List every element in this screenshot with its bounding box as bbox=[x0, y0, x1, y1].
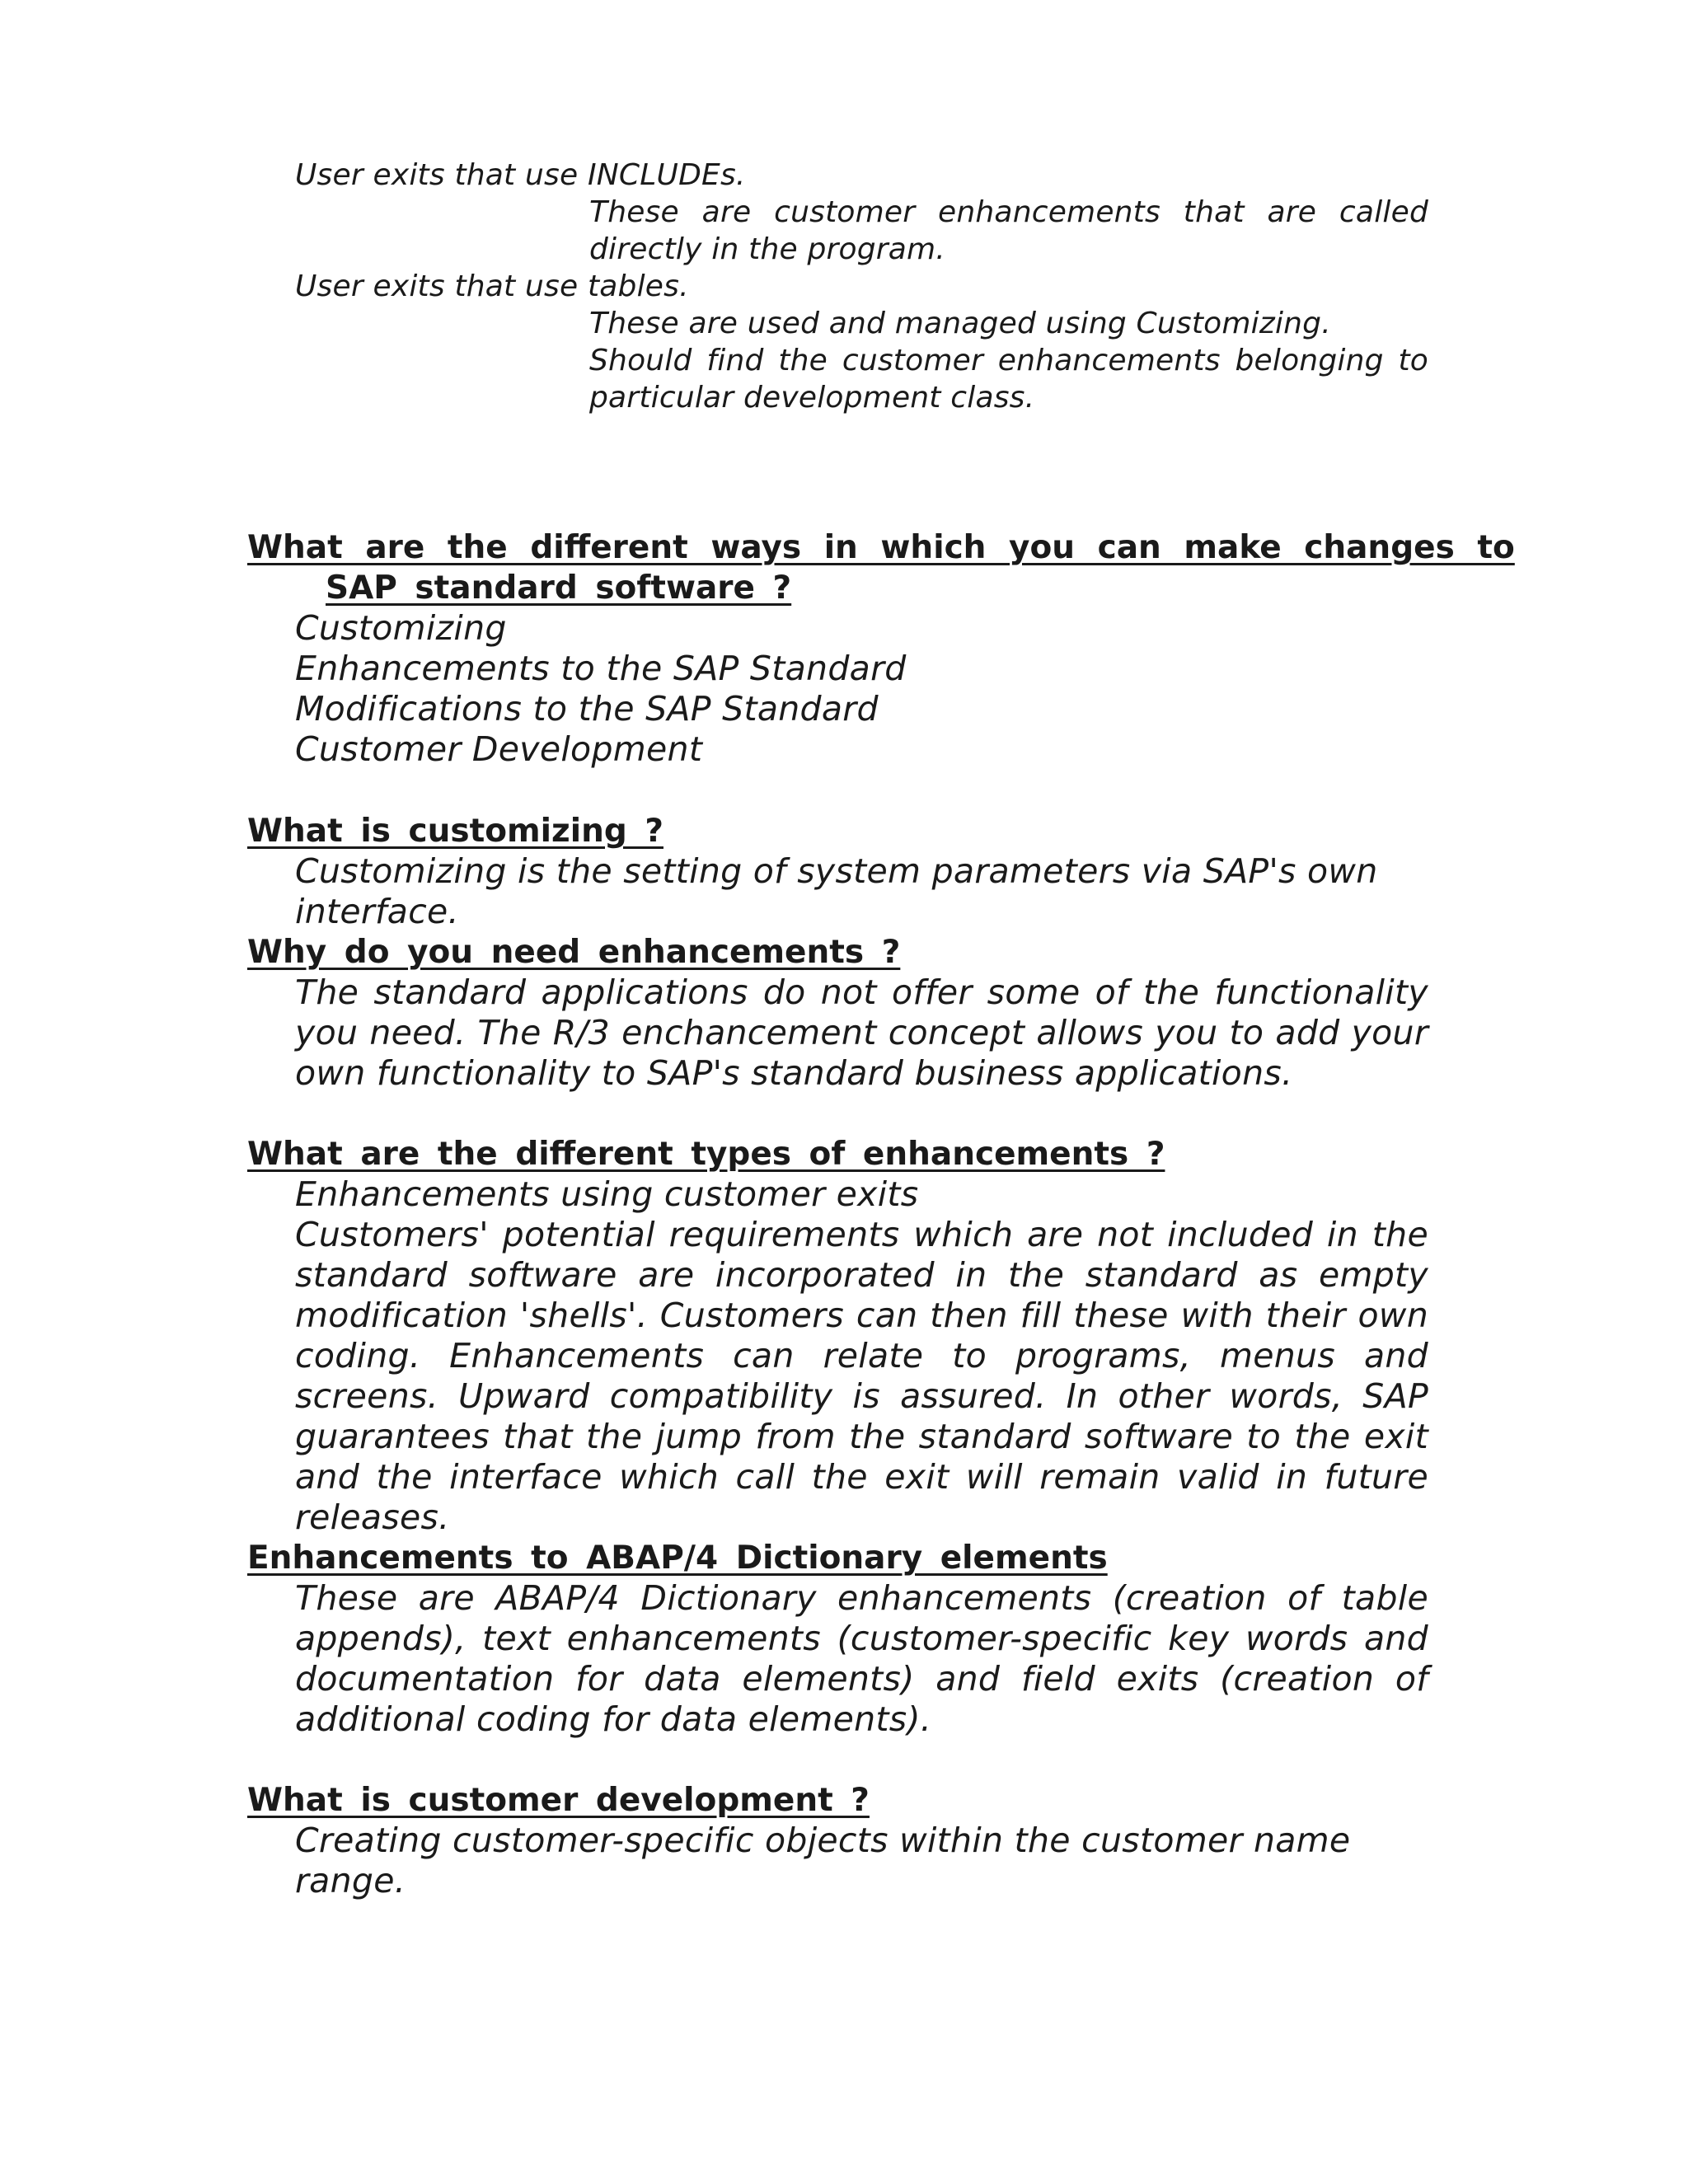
answer-customizing: Customizing is the setting of system parameters via SAP's own interface. bbox=[295, 851, 1378, 931]
answer-customer-exits: Customers' potential requirements which are not included in the standard software are incorporated in the standard as empty modification 'shells'. Customers can then fill these with their own coding. Enhancements can relate to programs, menus and screens. Upward compatibility is assured. In other words, SAP guarantees that the jump from the standard software to the exit and the interface which call the exit will remain valid in future releases. bbox=[295, 1215, 1428, 1537]
user-exit-tables-title: User exits that use tables. bbox=[295, 269, 689, 303]
heading-line-2: SAP standard software ? bbox=[326, 569, 792, 607]
enhancement-type-customer-exits: Enhancements using customer exits bbox=[295, 1174, 919, 1214]
answer-customer-development: Creating customer-specific objects within the customer name range. bbox=[295, 1821, 1351, 1900]
answer-abap-dictionary-enhancements: These are ABAP/4 Dictionary enhancements (creation of table appends), text enhancements (customer-specific key words and documentation for data elements) and field exits (creation of additional coding for data elements). bbox=[295, 1578, 1428, 1739]
list-item: Customer Development bbox=[295, 729, 703, 769]
ways-to-change-list bbox=[295, 608, 1428, 770]
question-heading-ways-to-change bbox=[247, 527, 1515, 608]
answer-why-enhancements: The standard applications do not offer some of the functionality you need. The R/3 enchancement concept allows you to add your own functionality to SAP's standard business applications. bbox=[295, 972, 1428, 1093]
list-item: Modifications to the SAP Standard bbox=[295, 689, 879, 729]
user-exit-tables-desc-1: These are used and managed using Customizing. bbox=[589, 307, 1331, 340]
question-heading-customizing: What is customizing ? bbox=[247, 813, 663, 850]
question-heading-customer-development: What is customer development ? bbox=[247, 1782, 870, 1819]
user-exit-includes-desc: These are customer enhancements that are called directly in the program. bbox=[589, 195, 1428, 266]
list-item: Enhancements to the SAP Standard bbox=[295, 649, 907, 688]
user-exit-includes-title: User exits that use INCLUDEs. bbox=[295, 158, 746, 192]
question-heading-types-of-enhancements: What are the different types of enhancements ? bbox=[247, 1136, 1165, 1173]
heading-abap-dictionary-enhancements: Enhancements to ABAP/4 Dictionary elements bbox=[247, 1540, 1108, 1577]
heading-line-1: What are the different ways in which you can make changes to bbox=[247, 529, 1515, 566]
list-item: Customizing bbox=[295, 608, 507, 648]
question-heading-why-enhancements: Why do you need enhancements ? bbox=[247, 934, 901, 971]
user-exit-tables-desc-2: Should find the customer enhancements belonging to particular development class. bbox=[589, 344, 1428, 415]
